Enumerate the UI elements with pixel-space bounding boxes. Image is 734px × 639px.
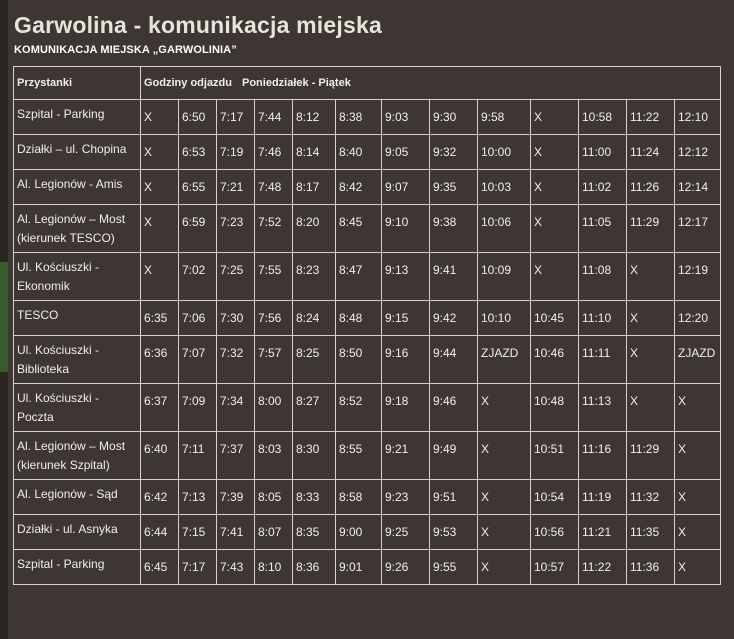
stop-name: Działki - ul. Asnyka (14, 515, 141, 550)
departure-time: 8:55 (336, 432, 382, 480)
stop-name: Al. Legionów – Most (kierunek Szpital) (14, 432, 141, 480)
departure-time: 9:44 (430, 336, 478, 384)
page-title: Garwolina - komunikacja miejska (14, 12, 382, 38)
departure-time: 12:10 (675, 100, 721, 135)
departure-time: 10:10 (478, 301, 531, 336)
timetable-body (14, 100, 721, 585)
departure-time: 8:38 (336, 100, 382, 135)
departure-time: 8:12 (293, 100, 336, 135)
departure-time: 9:23 (382, 480, 430, 515)
departure-time: 7:34 (217, 384, 255, 432)
departure-time: X (675, 384, 721, 432)
departure-time: 11:32 (627, 480, 675, 515)
stop-name: Al. Legionów - Sąd (14, 480, 141, 515)
departure-time: 6:50 (179, 100, 217, 135)
departure-time: 7:02 (179, 253, 217, 301)
stop-name: Szpital - Parking (14, 550, 141, 585)
departure-time: 8:33 (293, 480, 336, 515)
departure-time: 7:06 (179, 301, 217, 336)
departure-time: 12:17 (675, 205, 721, 253)
departure-time: 12:14 (675, 170, 721, 205)
departure-time: 7:23 (217, 205, 255, 253)
departure-time: 9:01 (336, 550, 382, 585)
departure-time: 11:26 (627, 170, 675, 205)
background-photo-fragment (0, 262, 8, 372)
departure-time: 8:36 (293, 550, 336, 585)
departure-time: 6:53 (179, 135, 217, 170)
departure-time: X (627, 253, 675, 301)
departure-time: 10:09 (478, 253, 531, 301)
timetable-header-row (14, 67, 721, 100)
departure-time: 8:47 (336, 253, 382, 301)
table-row (14, 336, 721, 384)
departure-time: 11:10 (579, 301, 627, 336)
departure-time: 9:42 (430, 301, 478, 336)
stop-name: Al. Legionów – Most (kierunek TESCO) (14, 205, 141, 253)
departure-time: 7:32 (217, 336, 255, 384)
departure-time: 8:52 (336, 384, 382, 432)
departure-time: X (627, 336, 675, 384)
departure-time: X (478, 480, 531, 515)
departure-time: 11:19 (579, 480, 627, 515)
departure-time: 8:30 (293, 432, 336, 480)
departure-time: 8:40 (336, 135, 382, 170)
departure-time: 8:23 (293, 253, 336, 301)
departure-time: 8:24 (293, 301, 336, 336)
table-row (14, 480, 721, 515)
departure-time: 9:00 (336, 515, 382, 550)
departure-time: X (627, 301, 675, 336)
departure-time: 6:37 (141, 384, 179, 432)
stop-name: Szpital - Parking (14, 100, 141, 135)
departure-time: 10:56 (531, 515, 579, 550)
departure-time: 8:35 (293, 515, 336, 550)
departure-time: 7:15 (179, 515, 217, 550)
departure-time: 11:00 (579, 135, 627, 170)
stop-name: TESCO (14, 301, 141, 336)
departure-time: 9:53 (430, 515, 478, 550)
departure-time: 7:25 (217, 253, 255, 301)
departure-time: 9:32 (430, 135, 478, 170)
departure-time: 8:20 (293, 205, 336, 253)
departure-time: 6:44 (141, 515, 179, 550)
table-row (14, 384, 721, 432)
left-edge-strip (0, 0, 8, 639)
departure-time: 6:36 (141, 336, 179, 384)
departure-time: X (478, 550, 531, 585)
departure-time: 7:09 (179, 384, 217, 432)
departure-time: 7:37 (217, 432, 255, 480)
departure-time: 10:06 (478, 205, 531, 253)
departure-time: 10:58 (579, 100, 627, 135)
departure-time: 10:00 (478, 135, 531, 170)
departure-time: 11:16 (579, 432, 627, 480)
departure-time: 8:05 (255, 480, 293, 515)
stop-name: Ul. Kościuszki - Biblioteka (14, 336, 141, 384)
departure-time: X (141, 170, 179, 205)
departure-time: 9:05 (382, 135, 430, 170)
departure-time: 6:42 (141, 480, 179, 515)
departure-time: 9:26 (382, 550, 430, 585)
departure-time: 10:51 (531, 432, 579, 480)
departure-time: 11:36 (627, 550, 675, 585)
departure-time: X (478, 432, 531, 480)
departure-time: 8:58 (336, 480, 382, 515)
departure-time: 8:17 (293, 170, 336, 205)
departure-time: 9:38 (430, 205, 478, 253)
departure-time: 7:44 (255, 100, 293, 135)
page-subtitle: KOMUNIKACJA MIEJSKA „GARWOLINIA” (14, 44, 237, 56)
departure-time: ZJAZD (478, 336, 531, 384)
departure-time: ZJAZD (675, 336, 721, 384)
departure-time: 8:07 (255, 515, 293, 550)
departure-time: 8:14 (293, 135, 336, 170)
departure-time: 8:42 (336, 170, 382, 205)
departure-time: X (531, 170, 579, 205)
departure-time: 11:11 (579, 336, 627, 384)
departure-time: 9:49 (430, 432, 478, 480)
departure-time: X (478, 515, 531, 550)
departure-time: 11:29 (627, 205, 675, 253)
departure-time: 7:21 (217, 170, 255, 205)
departure-time: 7:56 (255, 301, 293, 336)
departure-time: X (627, 384, 675, 432)
departure-time: 8:00 (255, 384, 293, 432)
departure-time: 6:40 (141, 432, 179, 480)
departure-time: 9:25 (382, 515, 430, 550)
departure-time: 11:22 (627, 100, 675, 135)
departure-time: 6:35 (141, 301, 179, 336)
stop-name: Al. Legionów - Amis (14, 170, 141, 205)
departure-time: 6:55 (179, 170, 217, 205)
departure-time: 7:13 (179, 480, 217, 515)
departure-time: X (141, 100, 179, 135)
departure-time: 9:46 (430, 384, 478, 432)
table-row (14, 432, 721, 480)
departure-time: 8:10 (255, 550, 293, 585)
departure-time: 9:15 (382, 301, 430, 336)
departure-time: 8:27 (293, 384, 336, 432)
departure-time: 12:20 (675, 301, 721, 336)
timetable (13, 66, 721, 585)
departure-time: 6:45 (141, 550, 179, 585)
departure-time: X (478, 384, 531, 432)
departure-time: 7:57 (255, 336, 293, 384)
departure-time: 7:46 (255, 135, 293, 170)
departure-time: 7:41 (217, 515, 255, 550)
departure-time: X (675, 515, 721, 550)
table-row (14, 550, 721, 585)
departure-time: 10:45 (531, 301, 579, 336)
departure-time: 7:11 (179, 432, 217, 480)
departure-time: 10:54 (531, 480, 579, 515)
table-row (14, 135, 721, 170)
table-row (14, 301, 721, 336)
stop-name: Ul. Kościuszki - Poczta (14, 384, 141, 432)
departure-time: 11:29 (627, 432, 675, 480)
departure-time: 9:21 (382, 432, 430, 480)
departure-time: 10:03 (478, 170, 531, 205)
departure-time: 7:17 (217, 100, 255, 135)
departure-time: 11:08 (579, 253, 627, 301)
departure-time: 7:43 (217, 550, 255, 585)
departure-time: 7:30 (217, 301, 255, 336)
departure-time: X (141, 135, 179, 170)
departure-time: 10:57 (531, 550, 579, 585)
departure-time: X (141, 253, 179, 301)
departure-time: 7:17 (179, 550, 217, 585)
header-stops: Przystanki (14, 67, 141, 100)
departure-time: 11:21 (579, 515, 627, 550)
departure-time: X (531, 205, 579, 253)
departure-time: 7:52 (255, 205, 293, 253)
departure-time: 8:45 (336, 205, 382, 253)
departure-time: 12:19 (675, 253, 721, 301)
departure-time: 9:58 (478, 100, 531, 135)
stop-name: Ul. Kościuszki - Ekonomik (14, 253, 141, 301)
table-row (14, 515, 721, 550)
departure-time: 8:50 (336, 336, 382, 384)
departure-time: X (531, 100, 579, 135)
departure-time: 8:25 (293, 336, 336, 384)
departure-time: 7:19 (217, 135, 255, 170)
departure-time: 9:35 (430, 170, 478, 205)
departure-time: 9:16 (382, 336, 430, 384)
departure-time: 11:22 (579, 550, 627, 585)
departure-time: 11:35 (627, 515, 675, 550)
departure-time: 8:48 (336, 301, 382, 336)
table-row (14, 205, 721, 253)
departure-time: X (675, 550, 721, 585)
departure-time: X (531, 253, 579, 301)
departure-time: 10:48 (531, 384, 579, 432)
departure-time: 9:55 (430, 550, 478, 585)
departure-time: 9:13 (382, 253, 430, 301)
departure-time: 11:24 (627, 135, 675, 170)
table-row (14, 100, 721, 135)
departure-time: 11:05 (579, 205, 627, 253)
table-row (14, 170, 721, 205)
header-departures-label: Godziny odjazdu (144, 77, 232, 89)
departure-time: 7:39 (217, 480, 255, 515)
departure-time: 9:10 (382, 205, 430, 253)
departure-time: 11:02 (579, 170, 627, 205)
departure-time: 6:59 (179, 205, 217, 253)
header-departures (141, 67, 721, 100)
stop-name: Działki – ul. Chopina (14, 135, 141, 170)
departure-time: X (141, 205, 179, 253)
departure-time: X (675, 480, 721, 515)
departure-time: 9:51 (430, 480, 478, 515)
departure-time: 12:12 (675, 135, 721, 170)
departure-time: 9:18 (382, 384, 430, 432)
departure-time: 7:48 (255, 170, 293, 205)
table-row (14, 253, 721, 301)
header-days-label: Poniedziałek - Piątek (242, 77, 351, 89)
departure-time: 9:41 (430, 253, 478, 301)
departure-time: X (675, 432, 721, 480)
departure-time: 11:13 (579, 384, 627, 432)
departure-time: X (531, 135, 579, 170)
departure-time: 7:55 (255, 253, 293, 301)
departure-time: 9:30 (430, 100, 478, 135)
departure-time: 8:03 (255, 432, 293, 480)
departure-time: 9:03 (382, 100, 430, 135)
departure-time: 7:07 (179, 336, 217, 384)
departure-time: 10:46 (531, 336, 579, 384)
departure-time: 9:07 (382, 170, 430, 205)
